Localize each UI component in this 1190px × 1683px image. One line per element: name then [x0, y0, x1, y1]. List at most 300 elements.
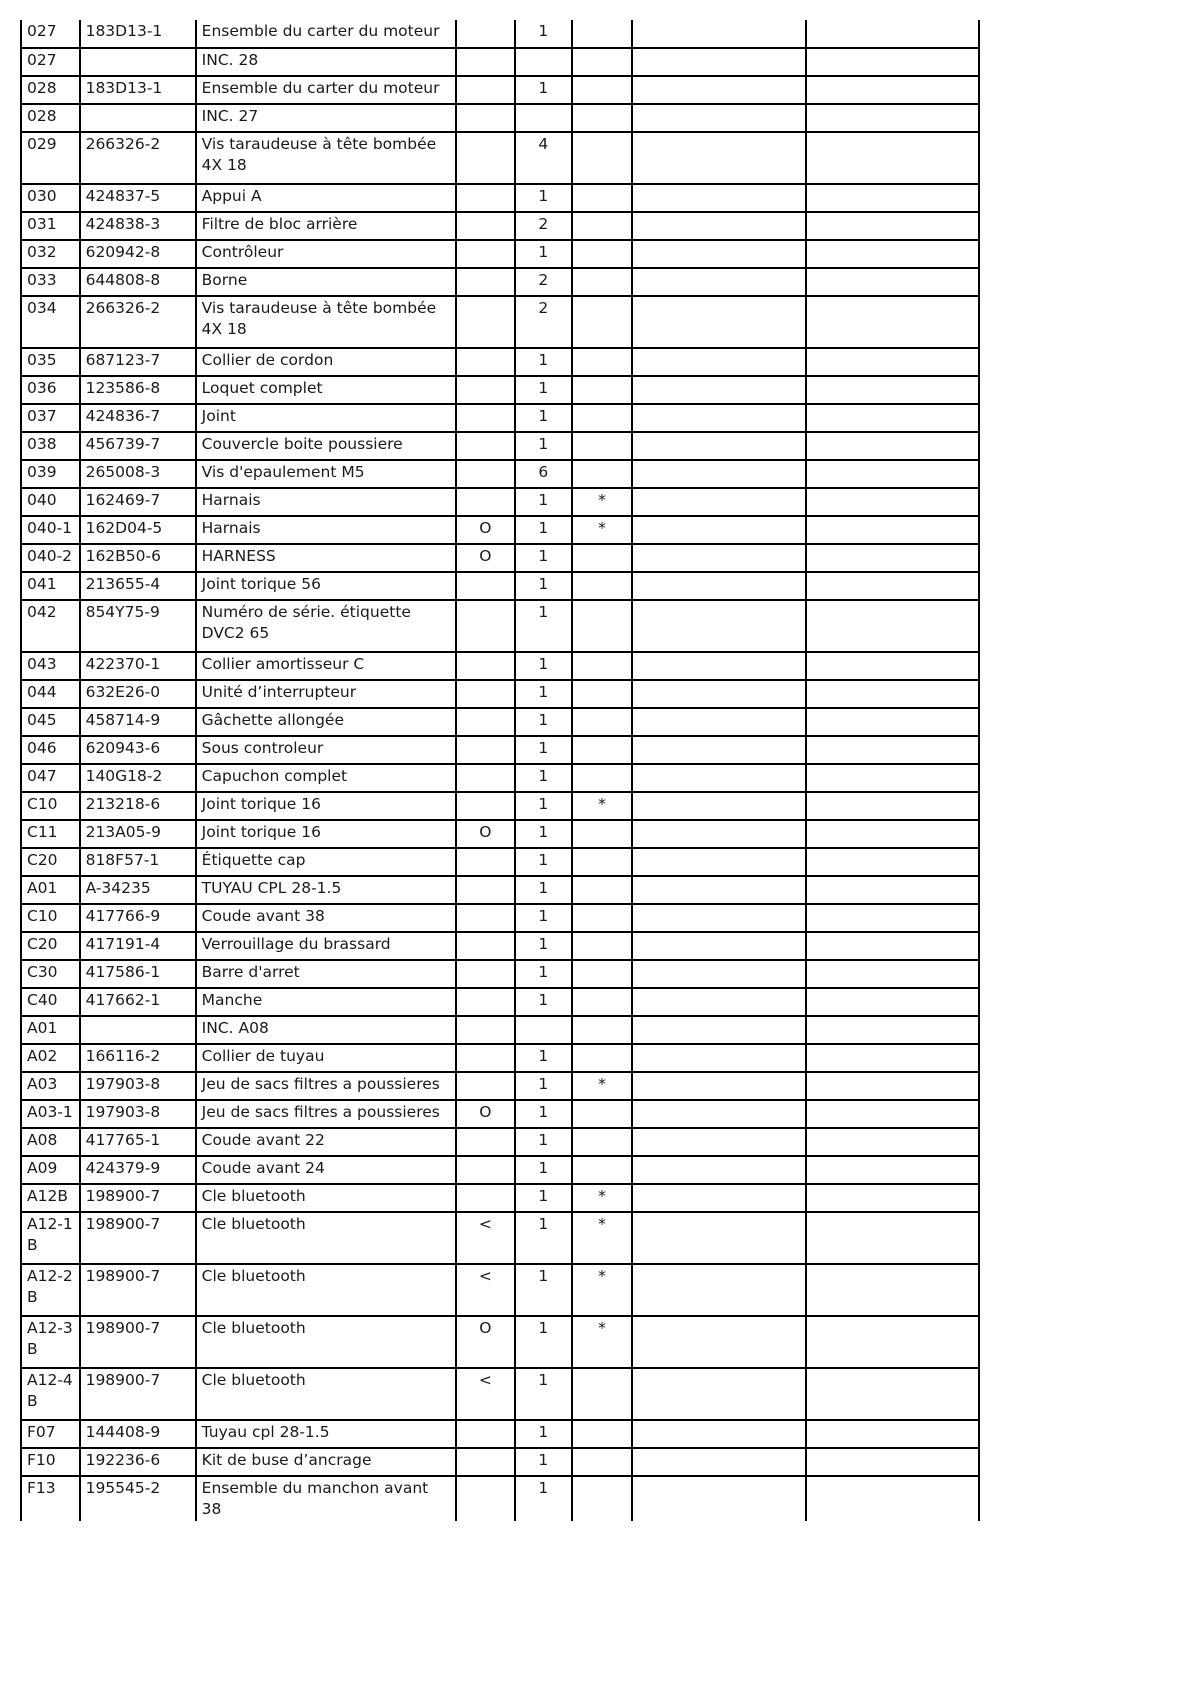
ref-cell: 027 — [21, 48, 80, 76]
part-number-cell: 854Y75-9 — [80, 600, 196, 652]
ref-cell: C11 — [21, 820, 80, 848]
quantity-cell: 1 — [515, 764, 573, 792]
ref-cell: 028 — [21, 76, 80, 104]
quantity-cell: 2 — [515, 212, 573, 240]
ref-cell: 042 — [21, 600, 80, 652]
empty-cell — [806, 104, 979, 132]
ref-cell: A12-3B — [21, 1316, 80, 1368]
empty-cell — [806, 240, 979, 268]
note-cell — [456, 432, 515, 460]
part-number-cell: 620943-6 — [80, 736, 196, 764]
table-row — [21, 904, 979, 932]
empty-cell — [632, 460, 807, 488]
part-number-cell: 620942-8 — [80, 240, 196, 268]
empty-cell — [806, 1128, 979, 1156]
table-row — [21, 432, 979, 460]
part-number-cell: 213A05-9 — [80, 820, 196, 848]
mark-cell — [572, 708, 632, 736]
empty-cell — [806, 680, 979, 708]
table-row — [21, 1156, 979, 1184]
mark-cell — [572, 348, 632, 376]
empty-cell — [632, 20, 807, 48]
part-number-cell: 456739-7 — [80, 432, 196, 460]
quantity-cell: 1 — [515, 432, 573, 460]
empty-cell — [632, 1316, 807, 1368]
quantity-cell: 1 — [515, 708, 573, 736]
table-row — [21, 1264, 979, 1316]
ref-cell: 044 — [21, 680, 80, 708]
table-row — [21, 76, 979, 104]
ref-cell: C10 — [21, 904, 80, 932]
empty-cell — [632, 376, 807, 404]
empty-cell — [806, 572, 979, 600]
quantity-cell: 1 — [515, 1100, 573, 1128]
empty-cell — [632, 1016, 807, 1044]
empty-cell — [806, 404, 979, 432]
note-cell — [456, 48, 515, 76]
mark-cell — [572, 404, 632, 432]
empty-cell — [806, 652, 979, 680]
empty-cell — [632, 296, 807, 348]
note-cell: O — [456, 1316, 515, 1368]
description-cell: Ensemble du carter du moteur — [196, 20, 456, 48]
quantity-cell: 2 — [515, 296, 573, 348]
note-cell: < — [456, 1264, 515, 1316]
empty-cell — [806, 1072, 979, 1100]
ref-cell: A08 — [21, 1128, 80, 1156]
note-cell — [456, 600, 515, 652]
mark-cell — [572, 432, 632, 460]
empty-cell — [632, 516, 807, 544]
ref-cell: A12-1B — [21, 1212, 80, 1264]
quantity-cell: 1 — [515, 1184, 573, 1212]
note-cell — [456, 1184, 515, 1212]
part-number-cell: 424379-9 — [80, 1156, 196, 1184]
empty-cell — [632, 132, 807, 184]
note-cell — [456, 404, 515, 432]
mark-cell — [572, 820, 632, 848]
ref-cell: F10 — [21, 1448, 80, 1476]
note-cell — [456, 1476, 515, 1521]
ref-cell: A01 — [21, 876, 80, 904]
quantity-cell: 1 — [515, 404, 573, 432]
table-row — [21, 404, 979, 432]
ref-cell: F13 — [21, 1476, 80, 1521]
table-row — [21, 1420, 979, 1448]
empty-cell — [632, 1420, 807, 1448]
quantity-cell: 1 — [515, 960, 573, 988]
mark-cell — [572, 680, 632, 708]
empty-cell — [806, 1016, 979, 1044]
table-row — [21, 848, 979, 876]
note-cell: < — [456, 1368, 515, 1420]
empty-cell — [806, 76, 979, 104]
table-row — [21, 1368, 979, 1420]
table-row — [21, 876, 979, 904]
mark-cell: * — [572, 1072, 632, 1100]
empty-cell — [632, 1128, 807, 1156]
table-row — [21, 132, 979, 184]
empty-cell — [806, 184, 979, 212]
table-row — [21, 212, 979, 240]
empty-cell — [806, 1420, 979, 1448]
table-row — [21, 988, 979, 1016]
mark-cell — [572, 1100, 632, 1128]
mark-cell — [572, 268, 632, 296]
ref-cell: A03 — [21, 1072, 80, 1100]
note-cell: O — [456, 544, 515, 572]
mark-cell — [572, 544, 632, 572]
description-cell: Couvercle boite poussiere — [196, 432, 456, 460]
note-cell — [456, 348, 515, 376]
quantity-cell: 1 — [515, 1212, 573, 1264]
quantity-cell: 1 — [515, 848, 573, 876]
note-cell — [456, 708, 515, 736]
note-cell — [456, 572, 515, 600]
empty-cell — [806, 764, 979, 792]
mark-cell — [572, 48, 632, 76]
mark-cell — [572, 212, 632, 240]
quantity-cell: 1 — [515, 240, 573, 268]
description-cell: Ensemble du carter du moteur — [196, 76, 456, 104]
note-cell — [456, 1448, 515, 1476]
empty-cell — [632, 184, 807, 212]
note-cell — [456, 76, 515, 104]
part-number-cell: 417765-1 — [80, 1128, 196, 1156]
empty-cell — [632, 600, 807, 652]
quantity-cell — [515, 48, 573, 76]
quantity-cell: 1 — [515, 1044, 573, 1072]
part-number-cell — [80, 48, 196, 76]
mark-cell — [572, 240, 632, 268]
empty-cell — [806, 1100, 979, 1128]
note-cell — [456, 1128, 515, 1156]
part-number-cell: 417191-4 — [80, 932, 196, 960]
empty-cell — [632, 848, 807, 876]
part-number-cell: 140G18-2 — [80, 764, 196, 792]
part-number-cell: 266326-2 — [80, 132, 196, 184]
note-cell — [456, 792, 515, 820]
empty-cell — [806, 460, 979, 488]
quantity-cell: 1 — [515, 904, 573, 932]
ref-cell: A12B — [21, 1184, 80, 1212]
quantity-cell: 1 — [515, 680, 573, 708]
empty-cell — [632, 680, 807, 708]
description-cell: Unité d’interrupteur — [196, 680, 456, 708]
note-cell — [456, 20, 515, 48]
mark-cell: * — [572, 516, 632, 544]
empty-cell — [806, 544, 979, 572]
empty-cell — [806, 20, 979, 48]
table-row — [21, 764, 979, 792]
empty-cell — [806, 132, 979, 184]
note-cell — [456, 376, 515, 404]
table-row — [21, 544, 979, 572]
description-cell: Collier de tuyau — [196, 1044, 456, 1072]
ref-cell: A01 — [21, 1016, 80, 1044]
quantity-cell: 1 — [515, 516, 573, 544]
empty-cell — [632, 792, 807, 820]
quantity-cell: 1 — [515, 76, 573, 104]
mark-cell — [572, 848, 632, 876]
quantity-cell: 1 — [515, 1368, 573, 1420]
part-number-cell: 183D13-1 — [80, 76, 196, 104]
empty-cell — [632, 404, 807, 432]
note-cell — [456, 652, 515, 680]
ref-cell: 030 — [21, 184, 80, 212]
mark-cell: * — [572, 1212, 632, 1264]
ref-cell: 041 — [21, 572, 80, 600]
description-cell: Cle bluetooth — [196, 1264, 456, 1316]
empty-cell — [806, 1316, 979, 1368]
quantity-cell: 1 — [515, 572, 573, 600]
description-cell: Cle bluetooth — [196, 1316, 456, 1368]
empty-cell — [806, 904, 979, 932]
quantity-cell: 1 — [515, 1128, 573, 1156]
quantity-cell: 1 — [515, 184, 573, 212]
note-cell — [456, 104, 515, 132]
description-cell: Gâchette allongée — [196, 708, 456, 736]
ref-cell: 040-2 — [21, 544, 80, 572]
description-cell: Coude avant 24 — [196, 1156, 456, 1184]
description-cell: Jeu de sacs filtres a poussieres — [196, 1100, 456, 1128]
ref-cell: 029 — [21, 132, 80, 184]
quantity-cell: 1 — [515, 348, 573, 376]
ref-cell: 046 — [21, 736, 80, 764]
empty-cell — [632, 1044, 807, 1072]
ref-cell: 036 — [21, 376, 80, 404]
empty-cell — [806, 268, 979, 296]
table-row — [21, 1072, 979, 1100]
empty-cell — [806, 1368, 979, 1420]
description-cell: Kit de buse d’ancrage — [196, 1448, 456, 1476]
table-row — [21, 104, 979, 132]
description-cell: Vis d'epaulement M5 — [196, 460, 456, 488]
empty-cell — [632, 764, 807, 792]
quantity-cell: 1 — [515, 1448, 573, 1476]
part-number-cell — [80, 104, 196, 132]
mark-cell — [572, 1420, 632, 1448]
part-number-cell: 265008-3 — [80, 460, 196, 488]
table-row — [21, 240, 979, 268]
table-row — [21, 572, 979, 600]
part-number-cell: 123586-8 — [80, 376, 196, 404]
note-cell — [456, 1016, 515, 1044]
part-number-cell: 195545-2 — [80, 1476, 196, 1521]
table-row — [21, 296, 979, 348]
ref-cell: 031 — [21, 212, 80, 240]
empty-cell — [632, 1072, 807, 1100]
empty-cell — [806, 736, 979, 764]
ref-cell: F07 — [21, 1420, 80, 1448]
table-row — [21, 792, 979, 820]
quantity-cell: 1 — [515, 876, 573, 904]
table-row — [21, 680, 979, 708]
empty-cell — [632, 104, 807, 132]
ref-cell: C20 — [21, 932, 80, 960]
ref-cell: 045 — [21, 708, 80, 736]
empty-cell — [632, 932, 807, 960]
empty-cell — [806, 348, 979, 376]
ref-cell: 037 — [21, 404, 80, 432]
part-number-cell: 144408-9 — [80, 1420, 196, 1448]
mark-cell — [572, 1448, 632, 1476]
empty-cell — [632, 1476, 807, 1521]
note-cell — [456, 240, 515, 268]
empty-cell — [632, 348, 807, 376]
quantity-cell: 1 — [515, 1316, 573, 1368]
ref-cell: A02 — [21, 1044, 80, 1072]
table-row — [21, 1476, 979, 1521]
ref-cell: C10 — [21, 792, 80, 820]
quantity-cell: 1 — [515, 1072, 573, 1100]
empty-cell — [632, 76, 807, 104]
description-cell: Cle bluetooth — [196, 1184, 456, 1212]
quantity-cell: 2 — [515, 268, 573, 296]
empty-cell — [632, 1184, 807, 1212]
description-cell: Jeu de sacs filtres a poussieres — [196, 1072, 456, 1100]
part-number-cell: 198900-7 — [80, 1368, 196, 1420]
quantity-cell: 1 — [515, 1156, 573, 1184]
description-cell: Appui A — [196, 184, 456, 212]
description-cell: INC. A08 — [196, 1016, 456, 1044]
table-row — [21, 48, 979, 76]
part-number-cell: 417586-1 — [80, 960, 196, 988]
empty-cell — [806, 1044, 979, 1072]
ref-cell: 028 — [21, 104, 80, 132]
description-cell: Cle bluetooth — [196, 1368, 456, 1420]
empty-cell — [632, 1156, 807, 1184]
quantity-cell: 1 — [515, 792, 573, 820]
quantity-cell: 1 — [515, 820, 573, 848]
empty-cell — [806, 376, 979, 404]
quantity-cell: 1 — [515, 488, 573, 516]
mark-cell — [572, 76, 632, 104]
empty-cell — [632, 960, 807, 988]
table-row — [21, 348, 979, 376]
part-number-cell: 198900-7 — [80, 1316, 196, 1368]
empty-cell — [632, 1368, 807, 1420]
quantity-cell — [515, 104, 573, 132]
description-cell: Barre d'arret — [196, 960, 456, 988]
mark-cell — [572, 876, 632, 904]
ref-cell: 032 — [21, 240, 80, 268]
empty-cell — [806, 988, 979, 1016]
note-cell — [456, 960, 515, 988]
table-row — [21, 1184, 979, 1212]
note-cell — [456, 680, 515, 708]
part-number-cell: 198900-7 — [80, 1184, 196, 1212]
part-number-cell: 162B50-6 — [80, 544, 196, 572]
note-cell — [456, 764, 515, 792]
empty-cell — [806, 1184, 979, 1212]
empty-cell — [632, 736, 807, 764]
part-number-cell: 417662-1 — [80, 988, 196, 1016]
table-row — [21, 708, 979, 736]
part-number-cell: 166116-2 — [80, 1044, 196, 1072]
note-cell — [456, 932, 515, 960]
part-number-cell: 198900-7 — [80, 1212, 196, 1264]
empty-cell — [806, 516, 979, 544]
quantity-cell: 1 — [515, 988, 573, 1016]
mark-cell: * — [572, 1316, 632, 1368]
part-number-cell: 213218-6 — [80, 792, 196, 820]
mark-cell — [572, 296, 632, 348]
empty-cell — [632, 820, 807, 848]
quantity-cell: 1 — [515, 1476, 573, 1521]
part-number-cell: 417766-9 — [80, 904, 196, 932]
mark-cell — [572, 988, 632, 1016]
part-number-cell: 162D04-5 — [80, 516, 196, 544]
table-row — [21, 652, 979, 680]
table-row — [21, 488, 979, 516]
ref-cell: C20 — [21, 848, 80, 876]
description-cell: Loquet complet — [196, 376, 456, 404]
empty-cell — [806, 212, 979, 240]
part-number-cell: 183D13-1 — [80, 20, 196, 48]
note-cell: O — [456, 516, 515, 544]
description-cell: Joint torique 16 — [196, 792, 456, 820]
ref-cell: 035 — [21, 348, 80, 376]
mark-cell — [572, 960, 632, 988]
mark-cell — [572, 572, 632, 600]
description-cell: Sous controleur — [196, 736, 456, 764]
empty-cell — [806, 1156, 979, 1184]
mark-cell — [572, 1016, 632, 1044]
mark-cell — [572, 1156, 632, 1184]
empty-cell — [806, 848, 979, 876]
note-cell: O — [456, 820, 515, 848]
mark-cell — [572, 376, 632, 404]
empty-cell — [806, 296, 979, 348]
note-cell: < — [456, 1212, 515, 1264]
empty-cell — [632, 268, 807, 296]
ref-cell: A03-1 — [21, 1100, 80, 1128]
empty-cell — [632, 1264, 807, 1316]
mark-cell — [572, 1044, 632, 1072]
quantity-cell: 1 — [515, 1420, 573, 1448]
part-number-cell: 687123-7 — [80, 348, 196, 376]
description-cell: Harnais — [196, 488, 456, 516]
mark-cell — [572, 932, 632, 960]
note-cell — [456, 988, 515, 1016]
description-cell: TUYAU CPL 28-1.5 — [196, 876, 456, 904]
quantity-cell: 6 — [515, 460, 573, 488]
note-cell — [456, 876, 515, 904]
mark-cell — [572, 1476, 632, 1521]
description-cell: Joint — [196, 404, 456, 432]
mark-cell — [572, 132, 632, 184]
empty-cell — [632, 708, 807, 736]
empty-cell — [806, 960, 979, 988]
description-cell: Verrouillage du brassard — [196, 932, 456, 960]
description-cell: Filtre de bloc arrière — [196, 212, 456, 240]
description-cell: Ensemble du manchon avant 38 — [196, 1476, 456, 1521]
table-row — [21, 184, 979, 212]
note-cell — [456, 848, 515, 876]
ref-cell: 038 — [21, 432, 80, 460]
table-row — [21, 1100, 979, 1128]
part-number-cell: 424838-3 — [80, 212, 196, 240]
empty-cell — [806, 876, 979, 904]
note-cell — [456, 736, 515, 764]
part-number-cell: 424837-5 — [80, 184, 196, 212]
description-cell: Vis taraudeuse à tête bombée 4X 18 — [196, 132, 456, 184]
note-cell — [456, 212, 515, 240]
mark-cell — [572, 904, 632, 932]
empty-cell — [632, 432, 807, 460]
quantity-cell: 1 — [515, 1264, 573, 1316]
